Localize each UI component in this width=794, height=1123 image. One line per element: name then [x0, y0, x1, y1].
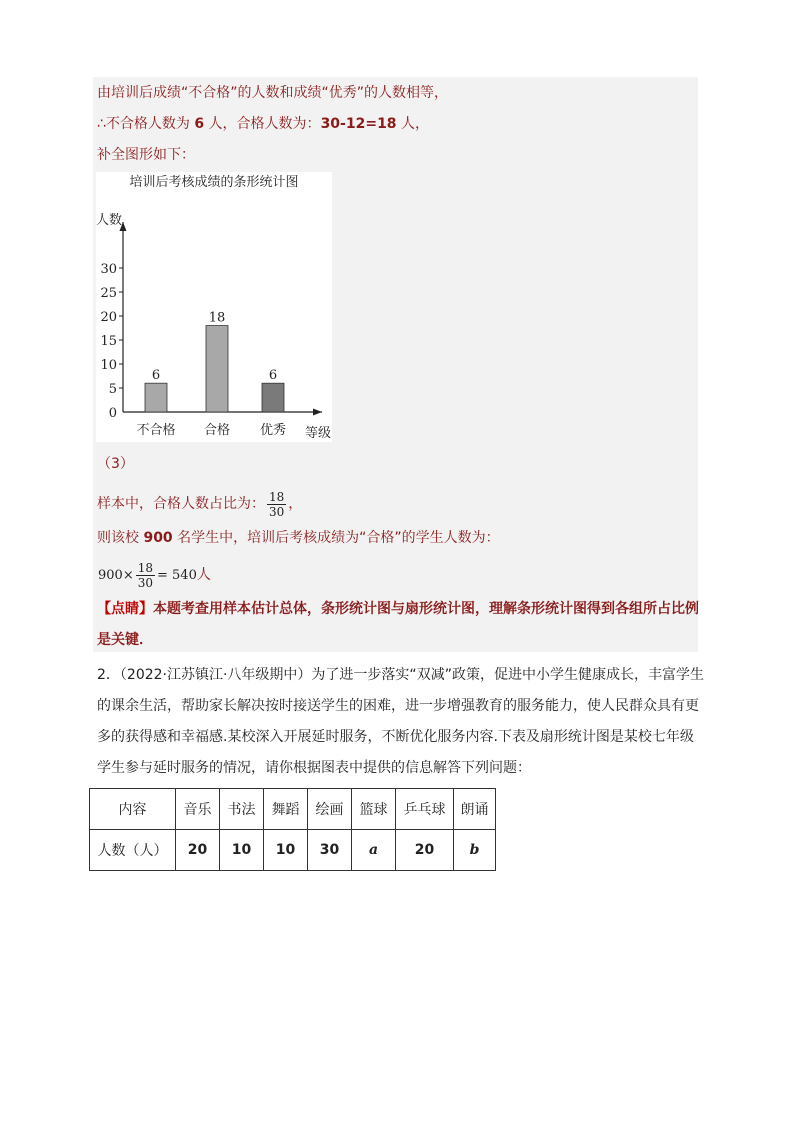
table-column-header: 书法 [220, 789, 264, 830]
table-cell: 30 [308, 830, 352, 871]
y-tick-label: 25 [100, 286, 117, 301]
table-column-header: 篮球 [352, 789, 396, 830]
table-column-header: 舞蹈 [264, 789, 308, 830]
answer-line-1: 由培训后成绩“不合格”的人数和成绩“优秀”的人数相等， [97, 85, 449, 101]
table-cell: 10 [220, 830, 264, 871]
service-table [89, 788, 496, 871]
y-tick-label: 20 [100, 310, 117, 325]
part-3-label: （3） [97, 456, 134, 472]
y-tick-label: 5 [108, 382, 117, 397]
x-tick-label: 优秀 [259, 423, 287, 438]
y-tick-label: 15 [100, 334, 117, 349]
question-line-3: 多的获得感和幸福感.某校深入开展延时服务，不断优化服务内容.下表及扇形统计图是某校七年级 [97, 729, 694, 745]
bar-value-label: 6 [268, 368, 278, 384]
table-column-header: 绘画 [308, 789, 352, 830]
ratio-line: 样本中，合格人数占比为： $\frac{18}{30}$ ， [97, 489, 303, 519]
question-line-4: 学生参与延时服务的情况，请你根据图表中提供的信息解答下列问题： [97, 760, 531, 776]
comment-line-1: 【点睛】本题考查用样本估计总体，条形统计图与扇形统计图，理解条形统计图得到各组所占比例 [97, 601, 699, 617]
table-cell: a [352, 830, 396, 871]
x-tick-label: 合格 [203, 423, 231, 438]
ratio-fraction: $\frac{18}{30}$ [269, 489, 285, 519]
table-cell: 20 [176, 830, 220, 871]
y-tick-label: 10 [100, 358, 117, 373]
comment-line-2: 是关键． [97, 632, 153, 648]
question-line-1: 2．（2022·江苏镇江·八年级期中）为了进一步落实“双减”政策，促进中小学生健康成长，丰富学生 [97, 667, 704, 683]
table-row [90, 830, 496, 871]
bar [145, 383, 167, 412]
table-header-cell: 内容 [90, 789, 176, 830]
question-line-2: 的课余生活，帮助家长解决按时接送学生的困难，进一步增强教育的服务能力，使人民群众具有更 [97, 698, 699, 714]
table-cell: 20 [396, 830, 454, 871]
bar-value-label: 18 [208, 310, 226, 326]
y-tick-label: 0 [108, 406, 117, 421]
bar [206, 326, 228, 412]
y-axis-label: 人数 [96, 213, 123, 228]
table-column-header: 乒乓球 [396, 789, 454, 830]
calc-line: 900× $\frac{18}{30}$ = 540人 [98, 560, 211, 590]
bar-value-label: 6 [151, 368, 161, 384]
bar-chart [96, 172, 332, 442]
x-tick-label: 不合格 [136, 423, 176, 438]
school-line: 则该校 900 名学生中，培训后考核成绩为“合格”的学生人数为： [97, 530, 500, 546]
calc-fraction: $\frac{18}{30}$ [137, 560, 153, 590]
table-header-row [90, 789, 496, 830]
table-column-header: 朗诵 [454, 789, 496, 830]
x-axis-arrow [313, 409, 322, 416]
table-column-header: 音乐 [176, 789, 220, 830]
table-cell: 10 [264, 830, 308, 871]
bar [262, 383, 284, 412]
bar-chart-svg [96, 172, 332, 442]
answer-line-3: 补全图形如下： [97, 147, 195, 163]
answer-line-2: ∴不合格人数为 6 人，合格人数为：30-12=18 人， [97, 116, 430, 132]
table-row-label: 人数（人） [90, 830, 176, 871]
table-cell: b [454, 830, 496, 871]
chart-title: 培训后考核成绩的条形统计图 [129, 175, 299, 190]
y-tick-label: 30 [100, 262, 117, 277]
x-axis-label: 等级 [304, 426, 332, 441]
